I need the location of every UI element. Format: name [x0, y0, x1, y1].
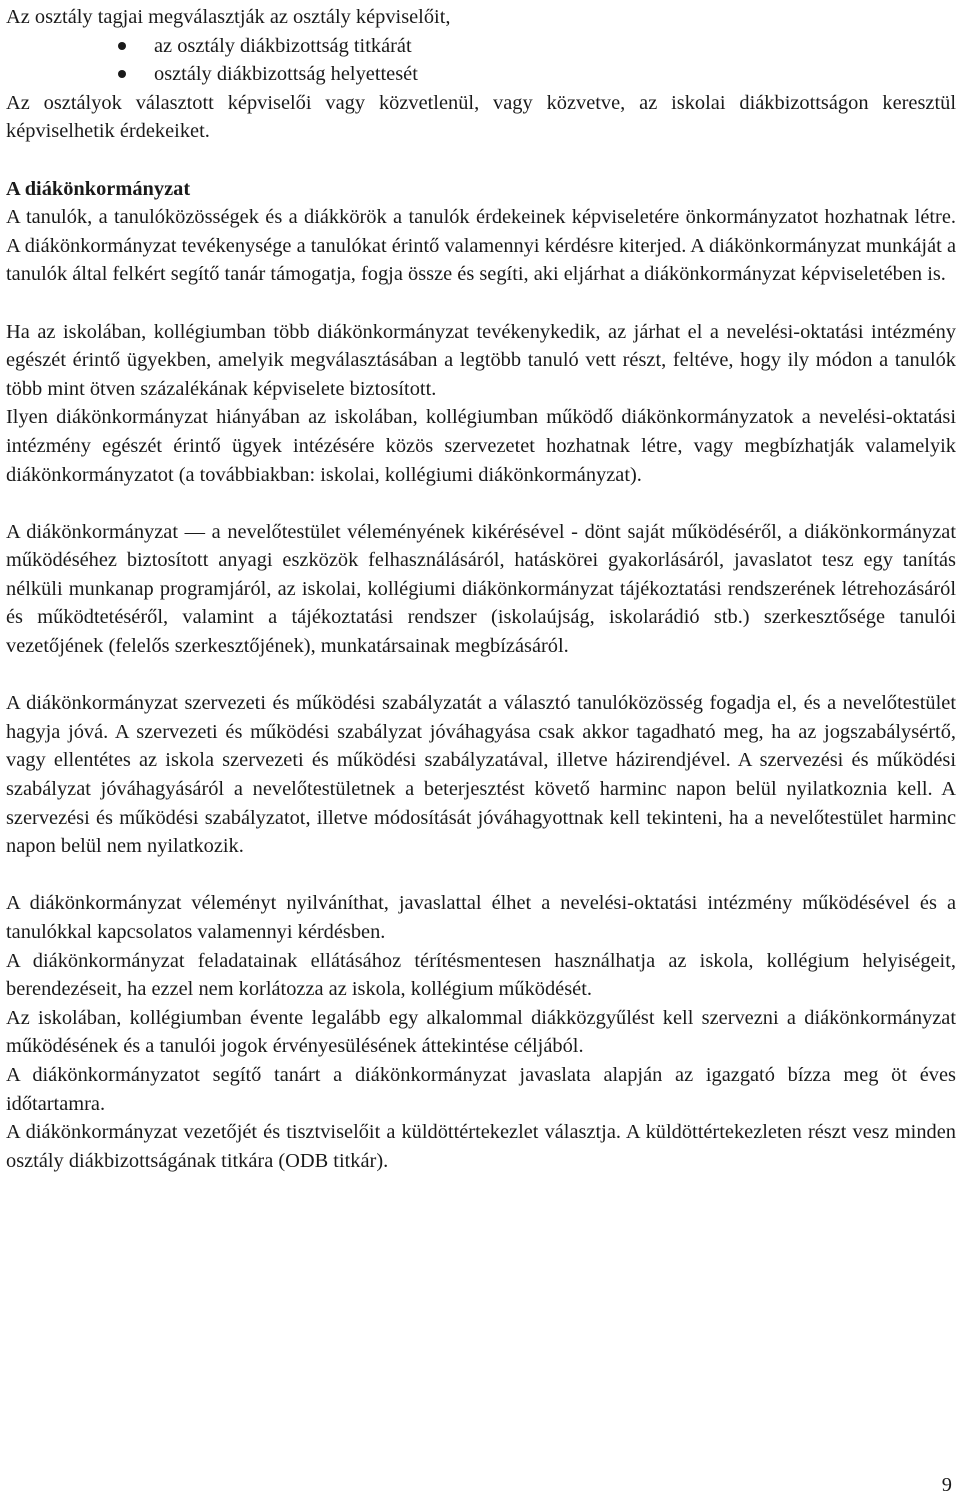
bullet-text: osztály diákbizottság helyettesét — [154, 63, 418, 86]
document-page — [6, 3, 956, 1175]
intro-paragraph: Az osztályok választott képviselői vagy közvetlenül, vagy közvetve, az iskolai diákbizottságon keresztül képviselhetik érdekeiket. — [6, 91, 956, 143]
spacer — [6, 661, 956, 690]
bullet-icon — [118, 42, 126, 50]
spacer — [6, 861, 956, 890]
spacer — [6, 489, 956, 518]
section-paragraph: A tanulók, a tanulóközösségek és a diákkörök a tanulók érdekeinek képviseletére önkormányzatot hozhatnak létre. A diákönkormányzat tevékenysége a tanulókat érintő valamennyi kérdésre kiterjed. A diákönkormányzat munkáját a tanulók által felkért segítő tanár támogatja, fogja össze és segíti, aki eljárhat a diákönkormányzat képviseletében is. — [6, 206, 956, 286]
spacer — [6, 289, 956, 318]
paragraph: A diákönkormányzat véleményt nyilváníthat, javaslattal élhet a nevelési-oktatási intézmény működésével és a tanulókkal kapcsolatos valamennyi kérdésben. — [6, 892, 956, 943]
bullet-text: az osztály diákbizottság titkárát — [154, 34, 412, 57]
paragraph: Az iskolában, kollégiumban évente legalább egy alkalommal diákközgyűlést kell szervezni a diákönkormányzat működésének és a tanulói jogok érvényesülésének áttekintése céljából. — [6, 1006, 956, 1058]
section-heading: A diákönkormányzat — [6, 177, 191, 200]
bullet-icon — [118, 70, 126, 78]
spacer — [6, 146, 956, 175]
paragraph: A diákönkormányzat szervezeti és működési szabályzatát a választó tanulóközösség fogadja el, és a nevelőtestület hagyja jóvá. A szervezeti és működési szabályzat jóváhagyása csak akkor tagadható meg, ha az jogszabálysértő, vagy ellentétes az iskola szervezeti és működési szabályzatával, illetve házirendjével. A szervezési és működési szabályzat jóváhagyásáról a nevelőtestületnek a beterjesztést követő harminc napon belül nyilatkoznia kell. A szervezési és működési szabályzatot, illetve módosítását jóváhagyottnak kell tekinteni, ha a nevelőtestület harminc napon belül nem nyilatkozik. — [6, 692, 956, 858]
intro-line: Az osztály tagjai megválasztják az osztály képviselőit, — [6, 6, 451, 28]
bullet-list — [6, 32, 956, 89]
bullet-item — [6, 60, 956, 89]
paragraph: A diákönkormányzatot segítő tanárt a diákönkormányzat javaslata alapján az igazgató bízza meg öt éves időtartamra. — [6, 1063, 956, 1115]
paragraph: Ilyen diákönkormányzat hiányában az iskolában, kollégiumban működő diákönkormányzatok a nevelési-oktatási intézmény egészét érintő ügyek intézésére közös szervezetet hozhatnak létre, vagy megbízhatják valamelyik diákönkormányzatot (a továbbiakban: iskolai, kollégiumi diákönkormányzat). — [6, 406, 956, 486]
paragraph: A diákönkormányzat — a nevelőtestület véleményének kikérésével - dönt saját működéséről, a diákönkormányzat működéséhez biztosított anyagi eszközök felhasználásáról, hatáskörei gyakorlásáról, javaslatot tesz egy tanítás nélküli munkanap programjáról, az iskolai, kollégiumi diákönkormányzat tájékoztatási rendszerének létrehozásáról és működtetéséről, valamint a tájékoztatási rendszer (iskolaújság, iskolarádió stb.) szerkesztősége tanulói vezetőjének (felelős szerkesztőjének), munkatársainak megbízásáról. — [6, 520, 956, 658]
paragraph: A diákönkormányzat feladatainak ellátásához térítésmentesen használhatja az iskola, kollégium helyiségeit, berendezéseit, ha ezzel nem korlátozza az iskola, kollégium működését. — [6, 949, 956, 1001]
bullet-item — [6, 32, 956, 61]
page-number: 9 — [941, 1474, 952, 1496]
paragraph: A diákönkormányzat vezetőjét és tisztviselőit a küldöttértekezlet választja. A küldöttértekezleten részt vesz minden osztály diákbizottságának titkára (ODB titkár). — [6, 1121, 956, 1172]
paragraph: Ha az iskolában, kollégiumban több diákönkormányzat tevékenykedik, az járhat el a nevelési-oktatási intézmény egészét érintő ügyekben, amelyik megválasztásában a legtöbb tanuló vett részt, feltéve, hogy ily módon a tanulók több mint ötven százalékának képviselete biztosított. — [6, 320, 956, 400]
